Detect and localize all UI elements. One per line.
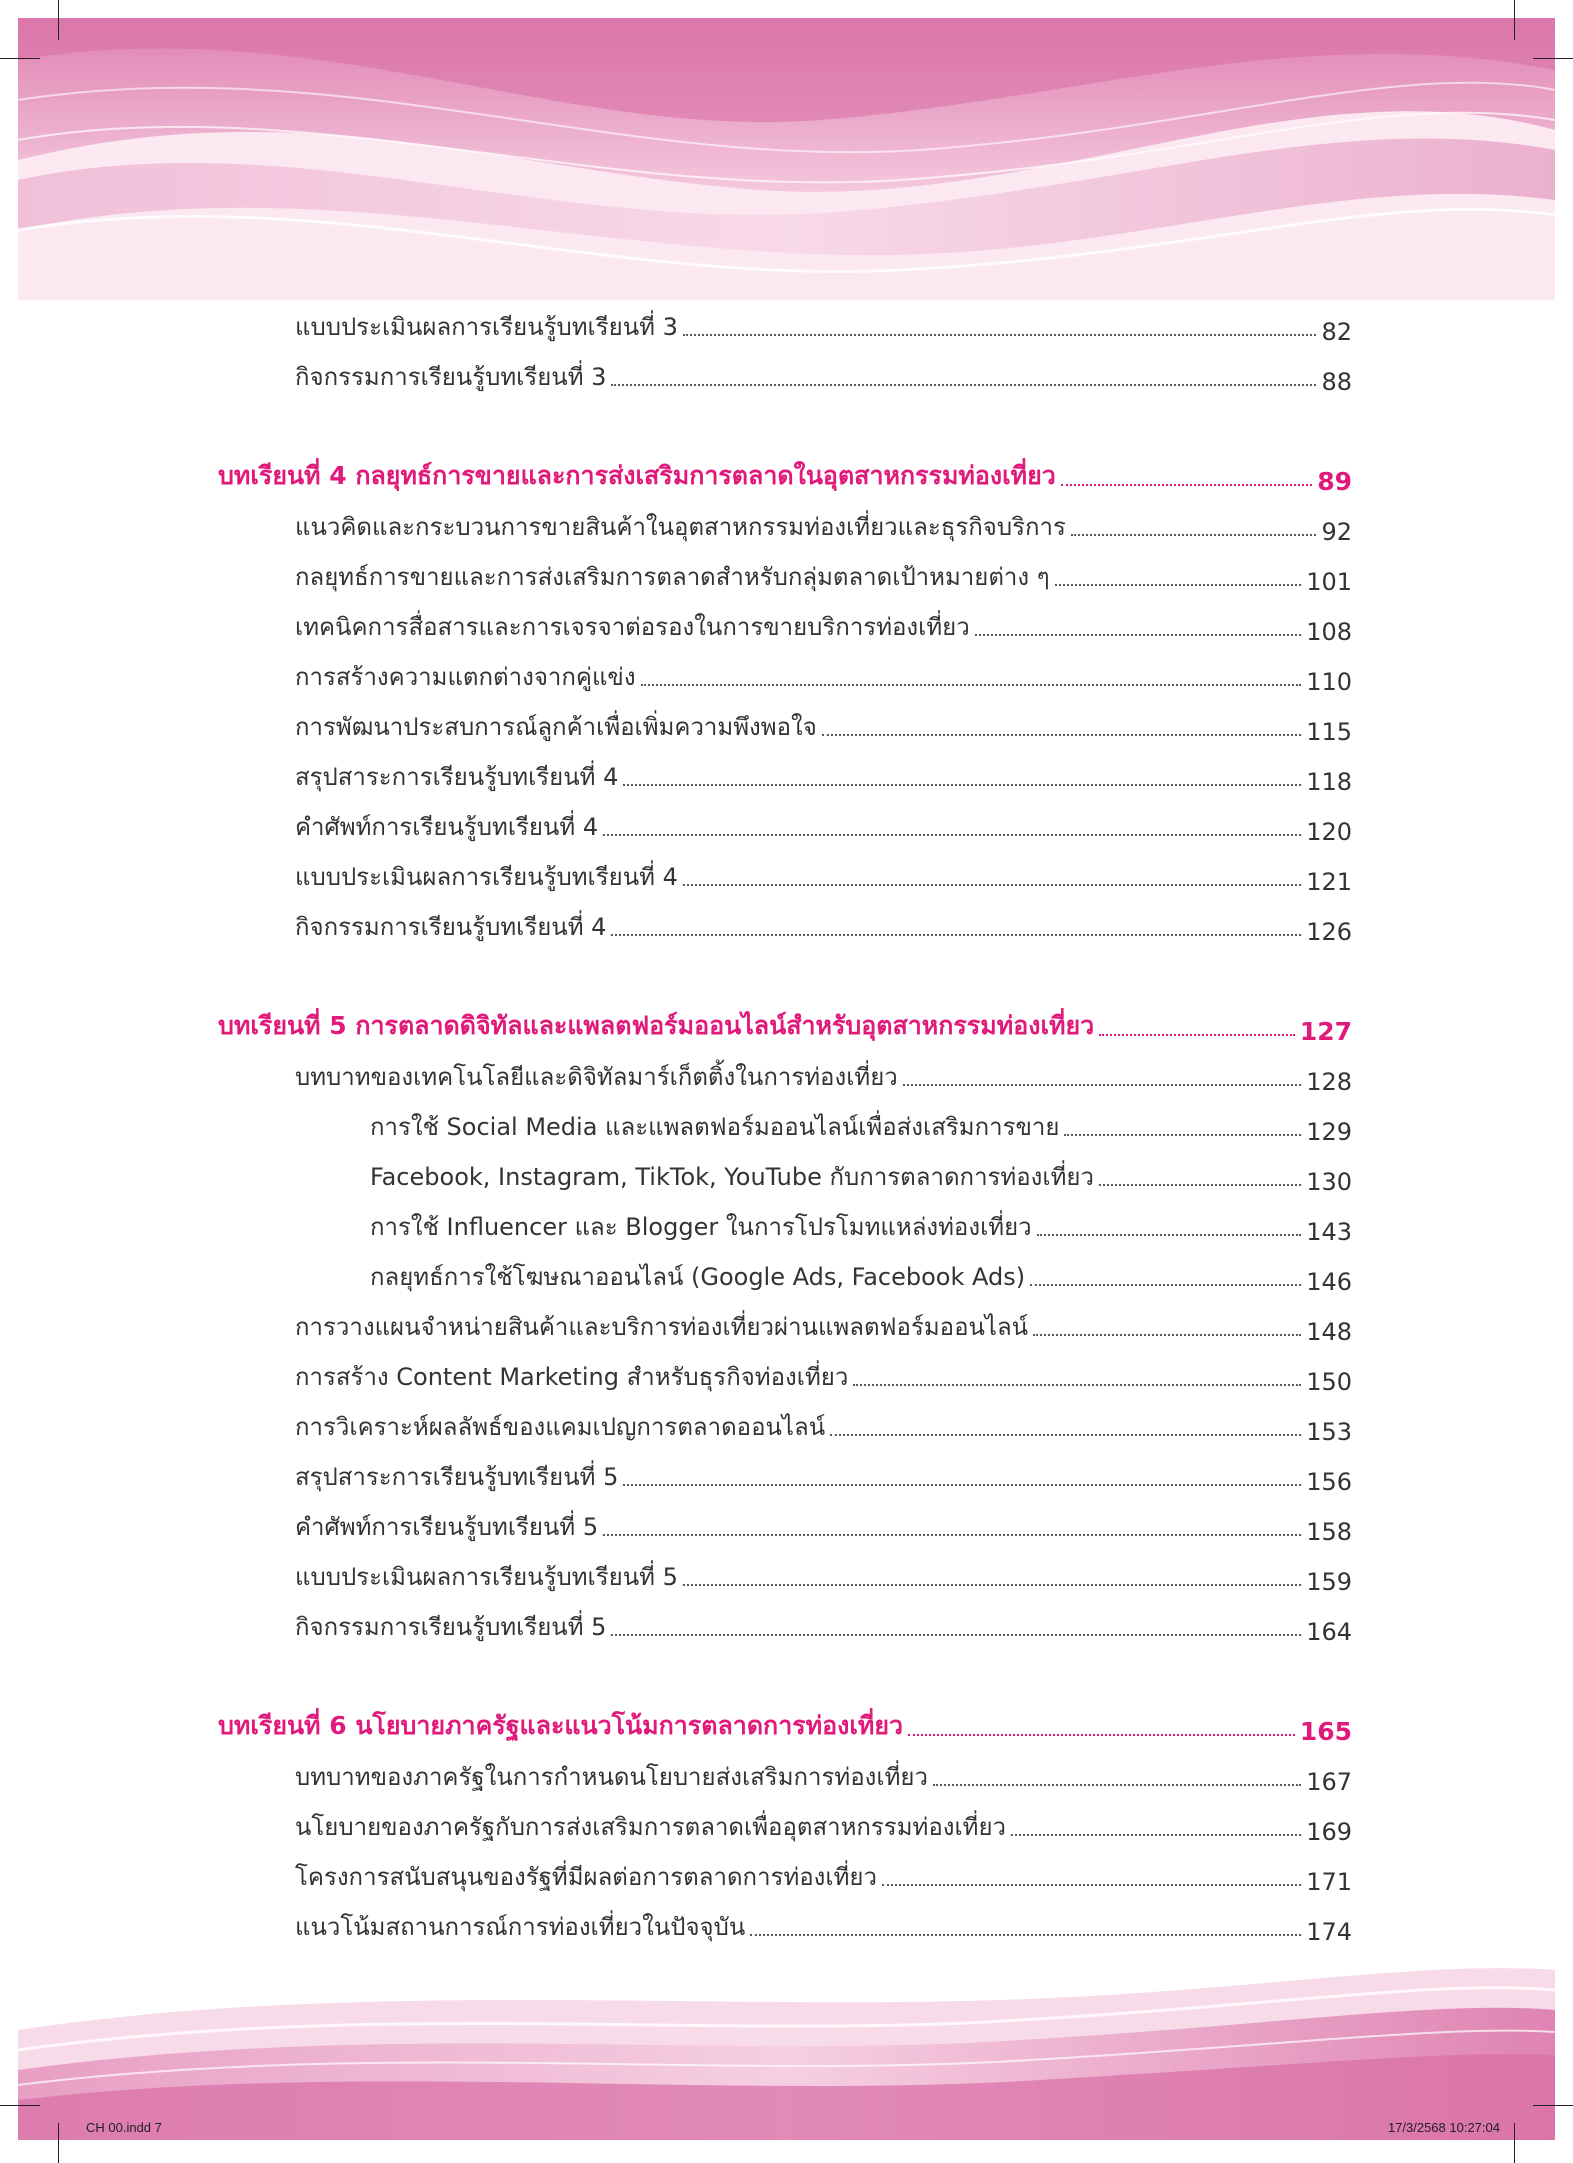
toc-entry-title: การสร้าง Content Marketing สำหรับธุรกิจท่องเที่ยว (295, 1363, 849, 1391)
dot-leader (623, 1484, 1301, 1486)
toc-entry-row (295, 1750, 1352, 1796)
dot-leader (611, 1634, 1301, 1636)
toc-page-number: 118 (1306, 768, 1352, 796)
dot-leader (853, 1384, 1301, 1386)
toc-entry-title: คำศัพท์การเรียนรู้บทเรียนที่ 4 (295, 813, 599, 841)
toc-entry-title: กลยุทธ์การขายและการส่งเสริมการตลาดสำหรับกลุ่มตลาดเป้าหมายต่าง ๆ (295, 563, 1050, 591)
toc-entry-title: บทเรียนที่ 4 กลยุทธ์การขายและการส่งเสริมการตลาดในอุตสาหกรรมท่องเที่ยว (218, 461, 1056, 490)
crop-mark (0, 58, 40, 59)
dot-leader (683, 334, 1317, 336)
dot-leader (1071, 534, 1317, 536)
toc-entry-title: การวางแผนจำหน่ายสินค้าและบริการท่องเที่ยวผ่านแพลตฟอร์มออนไลน์ (295, 1313, 1029, 1341)
toc-page-number: 89 (1317, 467, 1352, 496)
toc-entry-title: แบบประเมินผลการเรียนรู้บทเรียนที่ 3 (295, 313, 678, 341)
toc-chapter-row (218, 450, 1352, 496)
toc-entry-row (295, 600, 1352, 646)
crop-mark (1514, 2123, 1515, 2163)
dot-leader (750, 1934, 1301, 1936)
toc-entry-row (295, 1900, 1352, 1946)
dot-leader (908, 1734, 1295, 1736)
toc-page-number: 121 (1306, 868, 1352, 896)
toc-page-number: 126 (1306, 918, 1352, 946)
toc-entry-title: บทเรียนที่ 5 การตลาดดิจิทัลและแพลตฟอร์มออนไลน์สำหรับอุตสาหกรรมท่องเที่ยว (218, 1011, 1095, 1040)
crop-mark (0, 2105, 40, 2106)
toc-page-number: 148 (1306, 1318, 1352, 1346)
dot-leader (933, 1784, 1301, 1786)
toc-page-number: 88 (1321, 368, 1352, 396)
crop-mark (1533, 58, 1573, 59)
toc-entry-row (295, 800, 1352, 846)
toc-entry-title: กิจกรรมการเรียนรู้บทเรียนที่ 5 (295, 1613, 607, 1641)
toc-entry-title: แบบประเมินผลการเรียนรู้บทเรียนที่ 4 (295, 863, 678, 891)
toc-entry-title: บทเรียนที่ 6 นโยบายภาครัฐและแนวโน้มการตลาดการท่องเที่ยว (218, 1711, 904, 1740)
dot-leader (641, 684, 1302, 686)
toc-entry-row (295, 1500, 1352, 1546)
toc-entry-row (295, 500, 1352, 546)
toc-entry-title: โครงการสนับสนุนของรัฐที่มีผลต่อการตลาดการท่องเที่ยว (295, 1863, 877, 1891)
toc-entry-row (295, 900, 1352, 946)
toc-page-number: 143 (1306, 1218, 1352, 1246)
dot-leader (1033, 1334, 1301, 1336)
toc-page-number: 129 (1306, 1118, 1352, 1146)
toc-page-number: 167 (1306, 1768, 1352, 1796)
crop-mark (58, 2123, 59, 2163)
toc-page-number: 156 (1306, 1468, 1352, 1496)
toc-page-number: 92 (1321, 518, 1352, 546)
toc-entry-title: กิจกรรมการเรียนรู้บทเรียนที่ 4 (295, 913, 607, 941)
toc-page-number: 82 (1321, 318, 1352, 346)
toc-entry-title: แนวคิดและกระบวนการขายสินค้าในอุตสาหกรรมท่องเที่ยวและธุรกิจบริการ (295, 513, 1066, 541)
toc-entry-title: สรุปสาระการเรียนรู้บทเรียนที่ 4 (295, 763, 619, 791)
toc-page-number: 128 (1306, 1068, 1352, 1096)
toc-entry-row (295, 1600, 1352, 1646)
dot-leader (1099, 1034, 1295, 1036)
toc-entry-title: นโยบายของภาครัฐกับการส่งเสริมการตลาดเพื่ออุตสาหกรรมท่องเที่ยว (295, 1813, 1007, 1841)
toc-entry-row (295, 350, 1352, 396)
toc-page-number: 150 (1306, 1368, 1352, 1396)
toc-entry-title: บทบาทของเทคโนโลยีและดิจิทัลมาร์เก็ตติ้งในการท่องเที่ยว (295, 1063, 898, 1091)
dot-leader (882, 1884, 1301, 1886)
dot-leader (830, 1434, 1301, 1436)
toc-page-number: 171 (1306, 1868, 1352, 1896)
toc-entry-title: เทคนิคการสื่อสารและการเจรจาต่อรองในการขายบริการท่องเที่ยว (295, 613, 970, 641)
toc-chapter-row (218, 1000, 1352, 1046)
toc-entry-row (295, 650, 1352, 696)
dot-leader (975, 634, 1301, 636)
dot-leader (822, 734, 1301, 736)
toc-entry-title: Facebook, Instagram, TikTok, YouTube กับการตลาดการท่องเที่ยว (370, 1163, 1094, 1191)
toc-entry-title: บทบาทของภาครัฐในการกำหนดนโยบายส่งเสริมการท่องเที่ยว (295, 1763, 928, 1791)
toc-page-number: 108 (1306, 618, 1352, 646)
toc-page-number: 101 (1306, 568, 1352, 596)
print-slug-datetime: 17/3/2568 10:27:04 (1387, 2120, 1500, 2135)
toc-entry-title: กลยุทธ์การใช้โฆษณาออนไลน์ (Google Ads, Facebook Ads) (370, 1263, 1026, 1291)
toc-entry-title: การวิเคราะห์ผลลัพธ์ของแคมเปญการตลาดออนไลน์ (295, 1413, 826, 1441)
dot-leader (1099, 1184, 1301, 1186)
toc-entry-title: การสร้างความแตกต่างจากคู่แข่ง (295, 663, 636, 691)
top-wave-decoration (0, 0, 1573, 300)
dot-leader (603, 1534, 1301, 1536)
toc-page-number: 130 (1306, 1168, 1352, 1196)
toc-page-number: 120 (1306, 818, 1352, 846)
dot-leader (623, 784, 1301, 786)
toc-page-number: 127 (1299, 1017, 1352, 1046)
toc-entry-row (295, 1300, 1352, 1346)
toc-entry-row (295, 550, 1352, 596)
toc-entry-row (295, 1400, 1352, 1446)
toc-page-number: 115 (1306, 718, 1352, 746)
toc-entry-row (295, 1800, 1352, 1846)
dot-leader (683, 884, 1301, 886)
toc-entry-title: สรุปสาระการเรียนรู้บทเรียนที่ 5 (295, 1463, 619, 1491)
crop-mark (58, 0, 59, 40)
toc-entry-row (370, 1200, 1352, 1246)
bottom-wave-decoration (0, 1940, 1573, 2163)
toc-entry-title: คำศัพท์การเรียนรู้บทเรียนที่ 5 (295, 1513, 599, 1541)
toc-entry-row (295, 850, 1352, 896)
toc-page-number: 110 (1306, 668, 1352, 696)
toc-entry-row (370, 1250, 1352, 1296)
toc-entry-row (370, 1150, 1352, 1196)
dot-leader (1055, 584, 1302, 586)
toc-entry-row (295, 1050, 1352, 1096)
toc-page-number: 174 (1306, 1918, 1352, 1946)
toc-entry-row (295, 1550, 1352, 1596)
toc-page-number: 165 (1299, 1717, 1352, 1746)
toc-entry-row (295, 1850, 1352, 1896)
crop-mark (1533, 2105, 1573, 2106)
toc-entry-row (295, 1350, 1352, 1396)
toc-page-number: 153 (1306, 1418, 1352, 1446)
toc-page-number: 146 (1306, 1268, 1352, 1296)
toc-entry-title: แนวโน้มสถานการณ์การท่องเที่ยวในปัจจุบัน (295, 1913, 746, 1941)
toc-entry-row (295, 300, 1352, 346)
toc-chapter-row (218, 1700, 1352, 1746)
toc-page-number: 169 (1306, 1818, 1352, 1846)
dot-leader (603, 834, 1301, 836)
toc-entry-title: กิจกรรมการเรียนรู้บทเรียนที่ 3 (295, 363, 607, 391)
toc-page-number: 164 (1306, 1618, 1352, 1646)
dot-leader (611, 934, 1301, 936)
toc-entry-title: การพัฒนาประสบการณ์ลูกค้าเพื่อเพิ่มความพึงพอใจ (295, 713, 817, 741)
toc-entry-row (295, 1450, 1352, 1496)
dot-leader (1037, 1234, 1302, 1236)
toc-entry-row (295, 750, 1352, 796)
toc-entry-row (295, 700, 1352, 746)
toc-entry-title: การใช้ Social Media และแพลตฟอร์มออนไลน์เพื่อส่งเสริมการขาย (370, 1113, 1060, 1141)
dot-leader (1030, 1284, 1301, 1286)
dot-leader (903, 1084, 1301, 1086)
dot-leader (1061, 484, 1312, 486)
toc-entry-title: การใช้ Influencer และ Blogger ในการโปรโมทแหล่งท่องเที่ยว (370, 1213, 1032, 1241)
crop-mark (1514, 0, 1515, 40)
print-slug-file: CH 00.indd 7 (86, 2120, 162, 2135)
toc-page-number: 158 (1306, 1518, 1352, 1546)
toc-entry-title: แบบประเมินผลการเรียนรู้บทเรียนที่ 5 (295, 1563, 678, 1591)
toc-page-number: 159 (1306, 1568, 1352, 1596)
toc-entry-row (370, 1100, 1352, 1146)
dot-leader (1064, 1134, 1301, 1136)
dot-leader (683, 1584, 1301, 1586)
dot-leader (1011, 1834, 1301, 1836)
dot-leader (611, 384, 1316, 386)
